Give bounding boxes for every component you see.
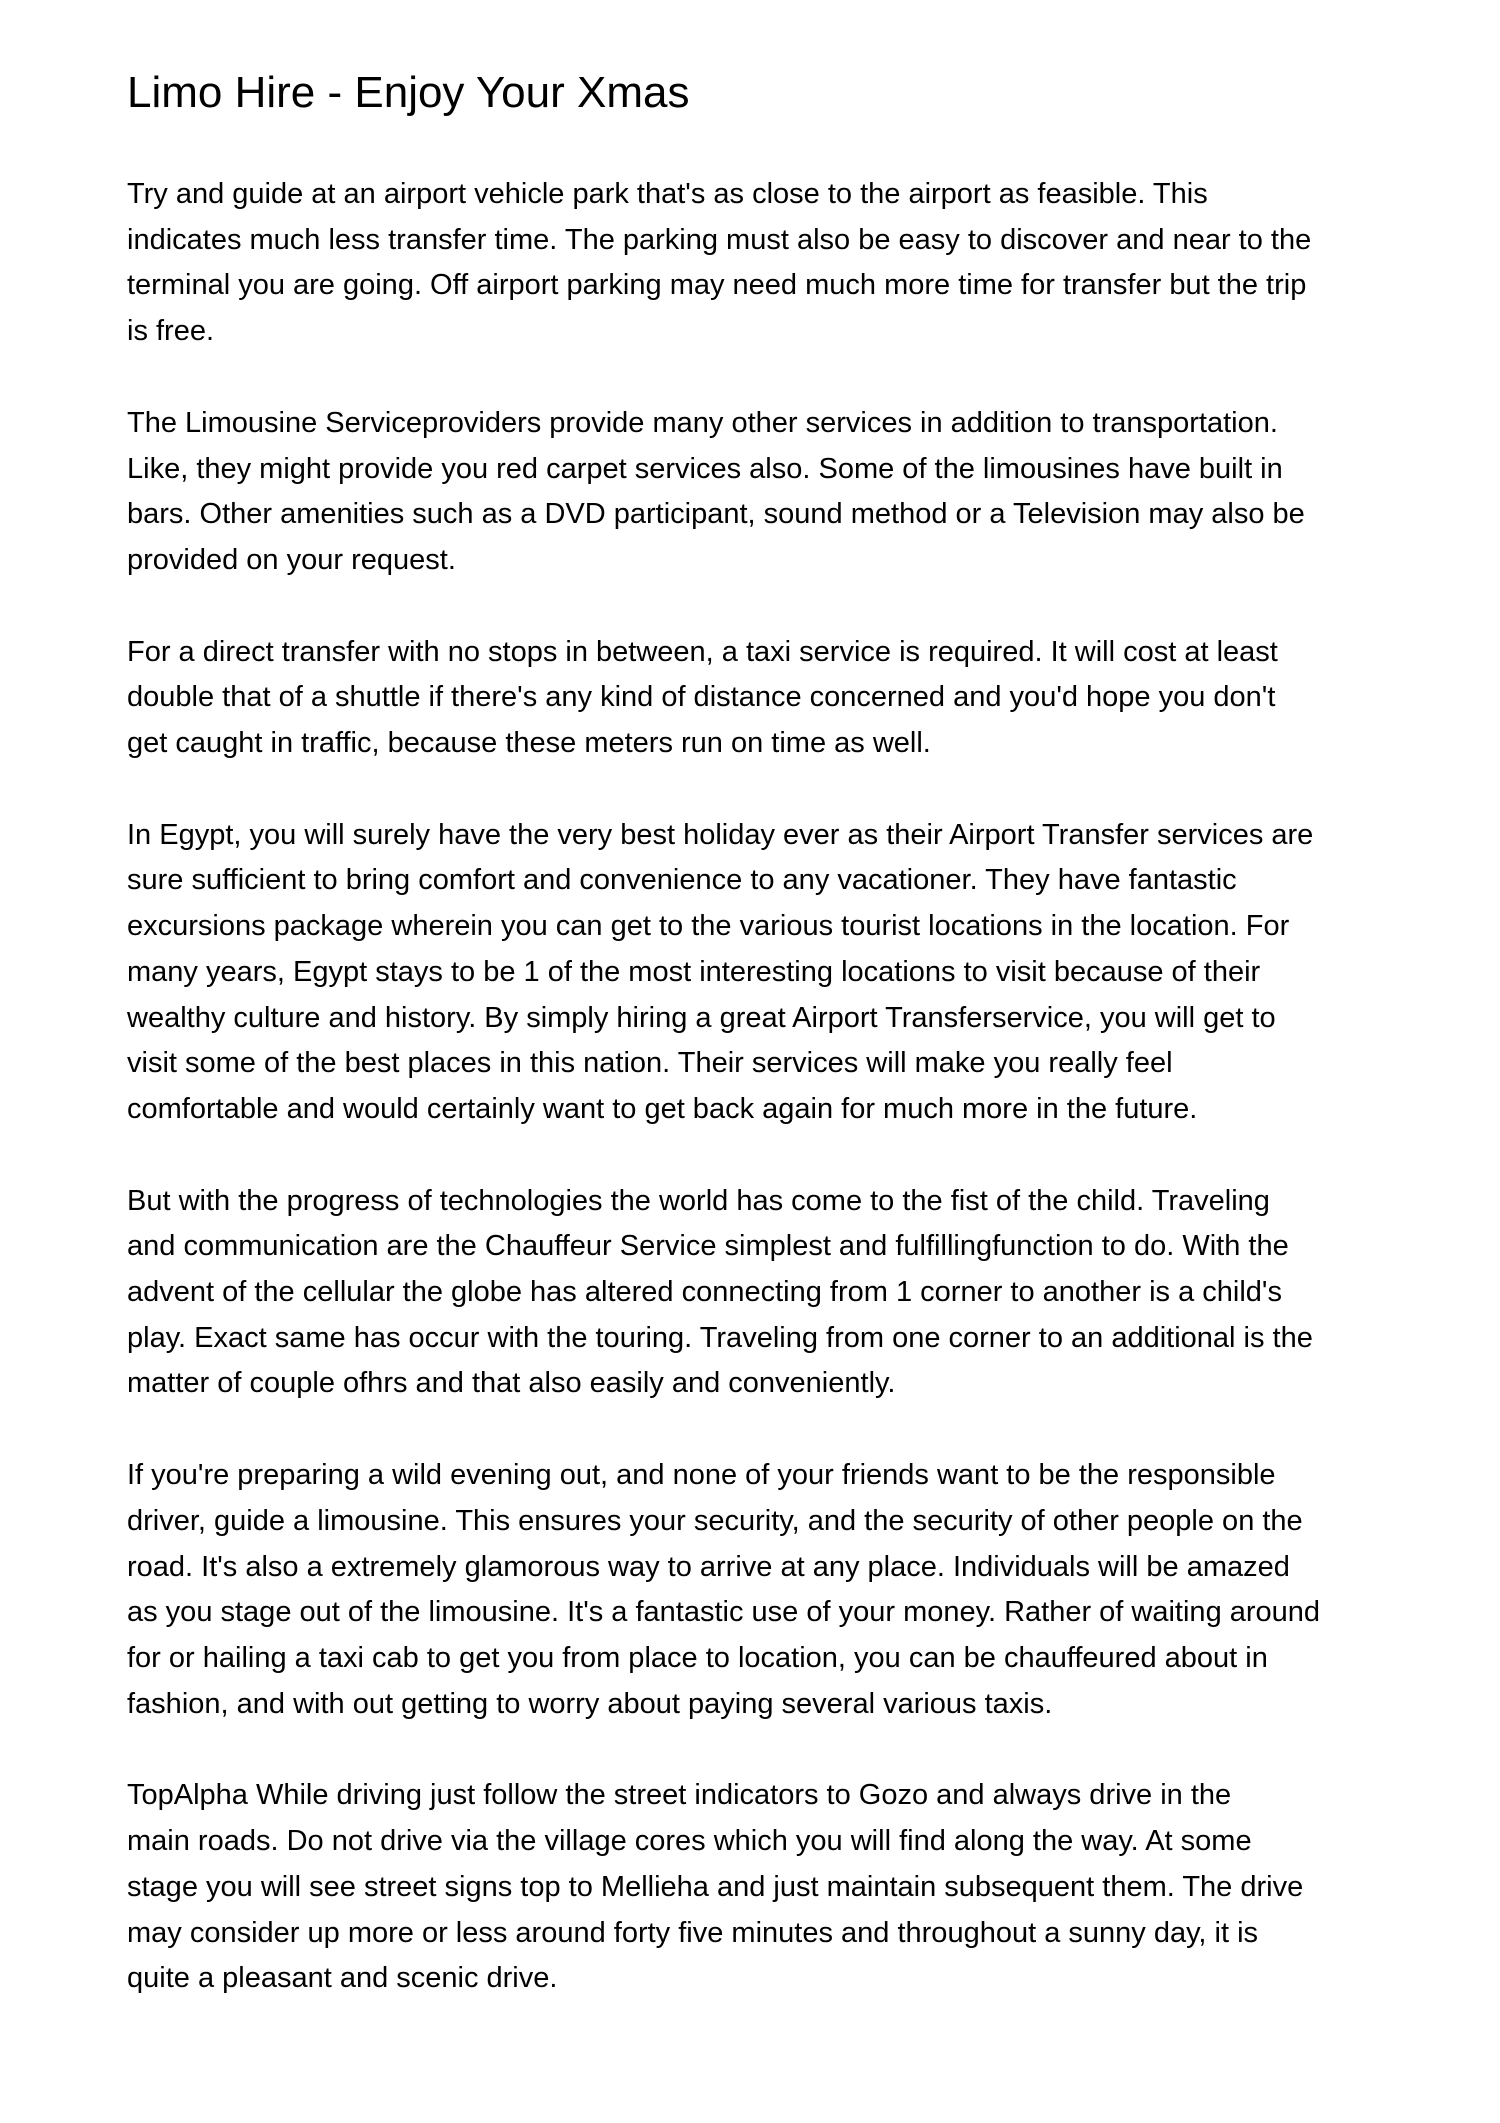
paragraph-3: For a direct transfer with no stops in between, a taxi service is required. It will cost at least double that of a shuttle if there's any kind of distance concerned and you'd hope you don't get caught in traffic, because these meters run on time as well. (127, 635, 1278, 760)
paragraph-1: Try and guide at an airport vehicle park that's as close to the airport as feasible. This indicates much less transfer time. The parking must also be easy to discover and near to the terminal you are going. Off airport parking may need much more time for transfer but the trip is free. (127, 178, 1312, 348)
paragraph-6: If you're preparing a wild evening out, and none of your friends want to be the responsible driver, guide a limousine. This ensures your security, and the security of other people on the road. It's also a extremely glamorous way to arrive at any place. Individuals will be amazed as you stage out of the limousine. It's a fantastic use of your money. Rather of waiting around for or hailing a taxi cab to get you from place to location, you can be chauffeured about in fashion, and with out getting to worry about paying several various taxis. (127, 1459, 1321, 1720)
paragraph-7: TopAlpha While driving just follow the street indicators to Gozo and always drive in the main roads. Do not drive via the village cores which you will find along the way. At some stage you will see street signs top to Mellieha and just maintain subsequent them. The drive may consider up more or less around forty five minutes and throughout a sunny day, it is quite a pleasant and scenic drive. (127, 1779, 1304, 1995)
paragraph-5: But with the progress of technologies the world has come to the fist of the child. Traveling and communication are the Chauffeur Service simplest and fulfillingfunction to do. With the advent of the cellular the globe has altered connecting from 1 corner to another is a child's play. Exact same has occur with the touring. Traveling from one corner to an additional is the matter of couple ofhrs and that also easily and conveniently. (127, 1184, 1313, 1400)
paragraph-2: The Limousine Serviceproviders provide many other services in addition to transportation. Like, they might provide you red carpet services also. Some of the limousines have built in bars. Other amenities such as a DVD participant, sound method or a Television may also be provided on your request. (127, 406, 1305, 576)
document-title: Limo Hire - Enjoy Your Xmas (127, 68, 690, 117)
document-page (127, 62, 1387, 2048)
paragraph-4: In Egypt, you will surely have the very best holiday ever as their Airport Transfer services are sure sufficient to bring comfort and convenience to any vacationer. They have fantastic excursions package wherein you can get to the various tourist locations in the location. For many years, Egypt stays to be 1 of the most interesting locations to visit because of their wealthy culture and history. By simply hiring a great Airport Transferservice, you will get to visit some of the best places in this nation. Their services will make you really feel comfortable and would certainly want to get back again for much more in the future. (127, 818, 1314, 1125)
